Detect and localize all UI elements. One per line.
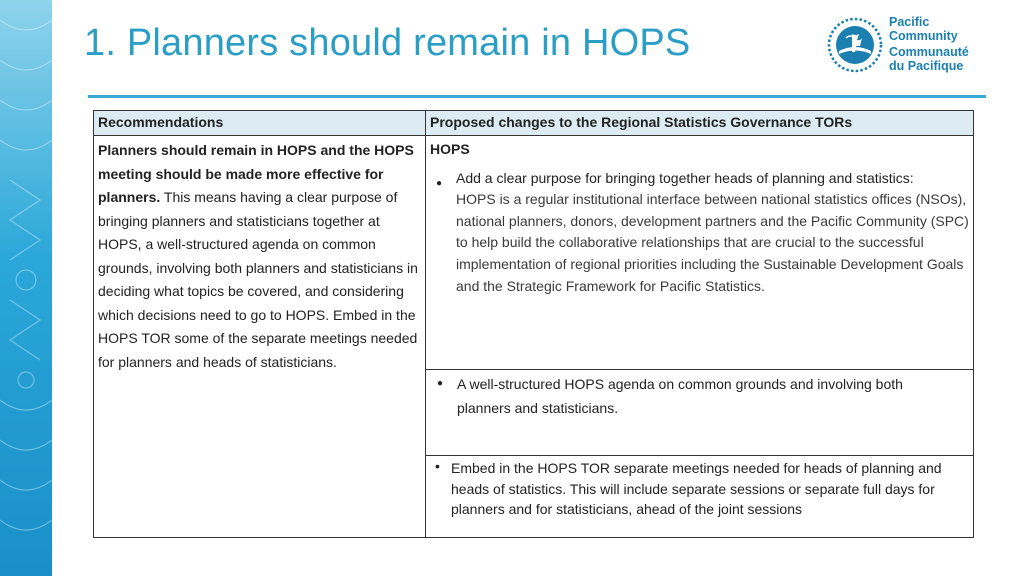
table-header-row — [94, 111, 974, 136]
bullet-1-text: HOPS is a regular institutional interface between national statistics offices (NSOs), national planners, donors, development partners and the Pacific Community (SPC) to help build the collaborative relationships that are crucial to the successful implementation of regional priorities including the Sustainable Development Goals and the Strategic Framework for Pacific Statistics. — [456, 191, 969, 294]
bullet-2-text: A well-structured HOPS agenda on common grounds and involving both planners and statisticians. — [457, 376, 903, 416]
proposal-cell-3 — [426, 456, 974, 538]
recommendation-body-text: This means having a clear purpose of bringing planners and statisticians together at HOPS, a well-structured agenda on common grounds, involving both planners and statisticians in deciding what topics be covered, and considering which decisions need to go to HOPS. Embed in the HOPS TOR some of the separate meetings needed for planners and heads of statisticians. — [98, 189, 418, 370]
logo-line-2: Community — [889, 28, 958, 43]
bullet-icon: ● — [437, 378, 444, 389]
proposal-cell-2 — [426, 370, 974, 456]
spc-emblem-icon — [826, 16, 884, 74]
header-recommendations: Recommendations — [94, 111, 426, 136]
list-item — [427, 372, 972, 420]
bullet-1-lead: Add a clear purpose for bringing together heads of planning and statistics: — [456, 170, 914, 186]
header-proposed-changes: Proposed changes to the Regional Statistics Governance TORs — [426, 111, 974, 136]
logo-line-4: du Pacifique — [889, 58, 964, 73]
logo-line-1: Pacific — [889, 15, 930, 29]
hops-label: HOPS — [430, 141, 470, 157]
bullet-3-text: Embed in the HOPS TOR separate meetings needed for heads of planning and heads of statistics. This will include separate sessions or separate full days for planners and for statisticians, ahead of the joint sessions — [451, 460, 942, 517]
list-item — [426, 167, 973, 298]
logo-line-3: Communauté — [889, 45, 969, 59]
bullet-icon: ● — [436, 178, 443, 189]
recommendation-cell — [94, 136, 426, 538]
tapa-pattern — [0, 0, 52, 576]
list-item — [427, 458, 972, 520]
decorative-side-strip — [0, 0, 52, 576]
recommendation-bold-text: Planners should remain in HOPS and the HOPS meeting should be made more effective for planners. — [98, 142, 414, 205]
recommendations-table — [93, 110, 974, 538]
title-divider — [88, 95, 986, 98]
pacific-community-logo — [826, 14, 996, 76]
page-title: 1. Planners should remain in HOPS — [84, 22, 691, 64]
table-row — [94, 136, 974, 370]
proposal-cell-1 — [426, 136, 974, 370]
bullet-icon: • — [435, 458, 440, 474]
